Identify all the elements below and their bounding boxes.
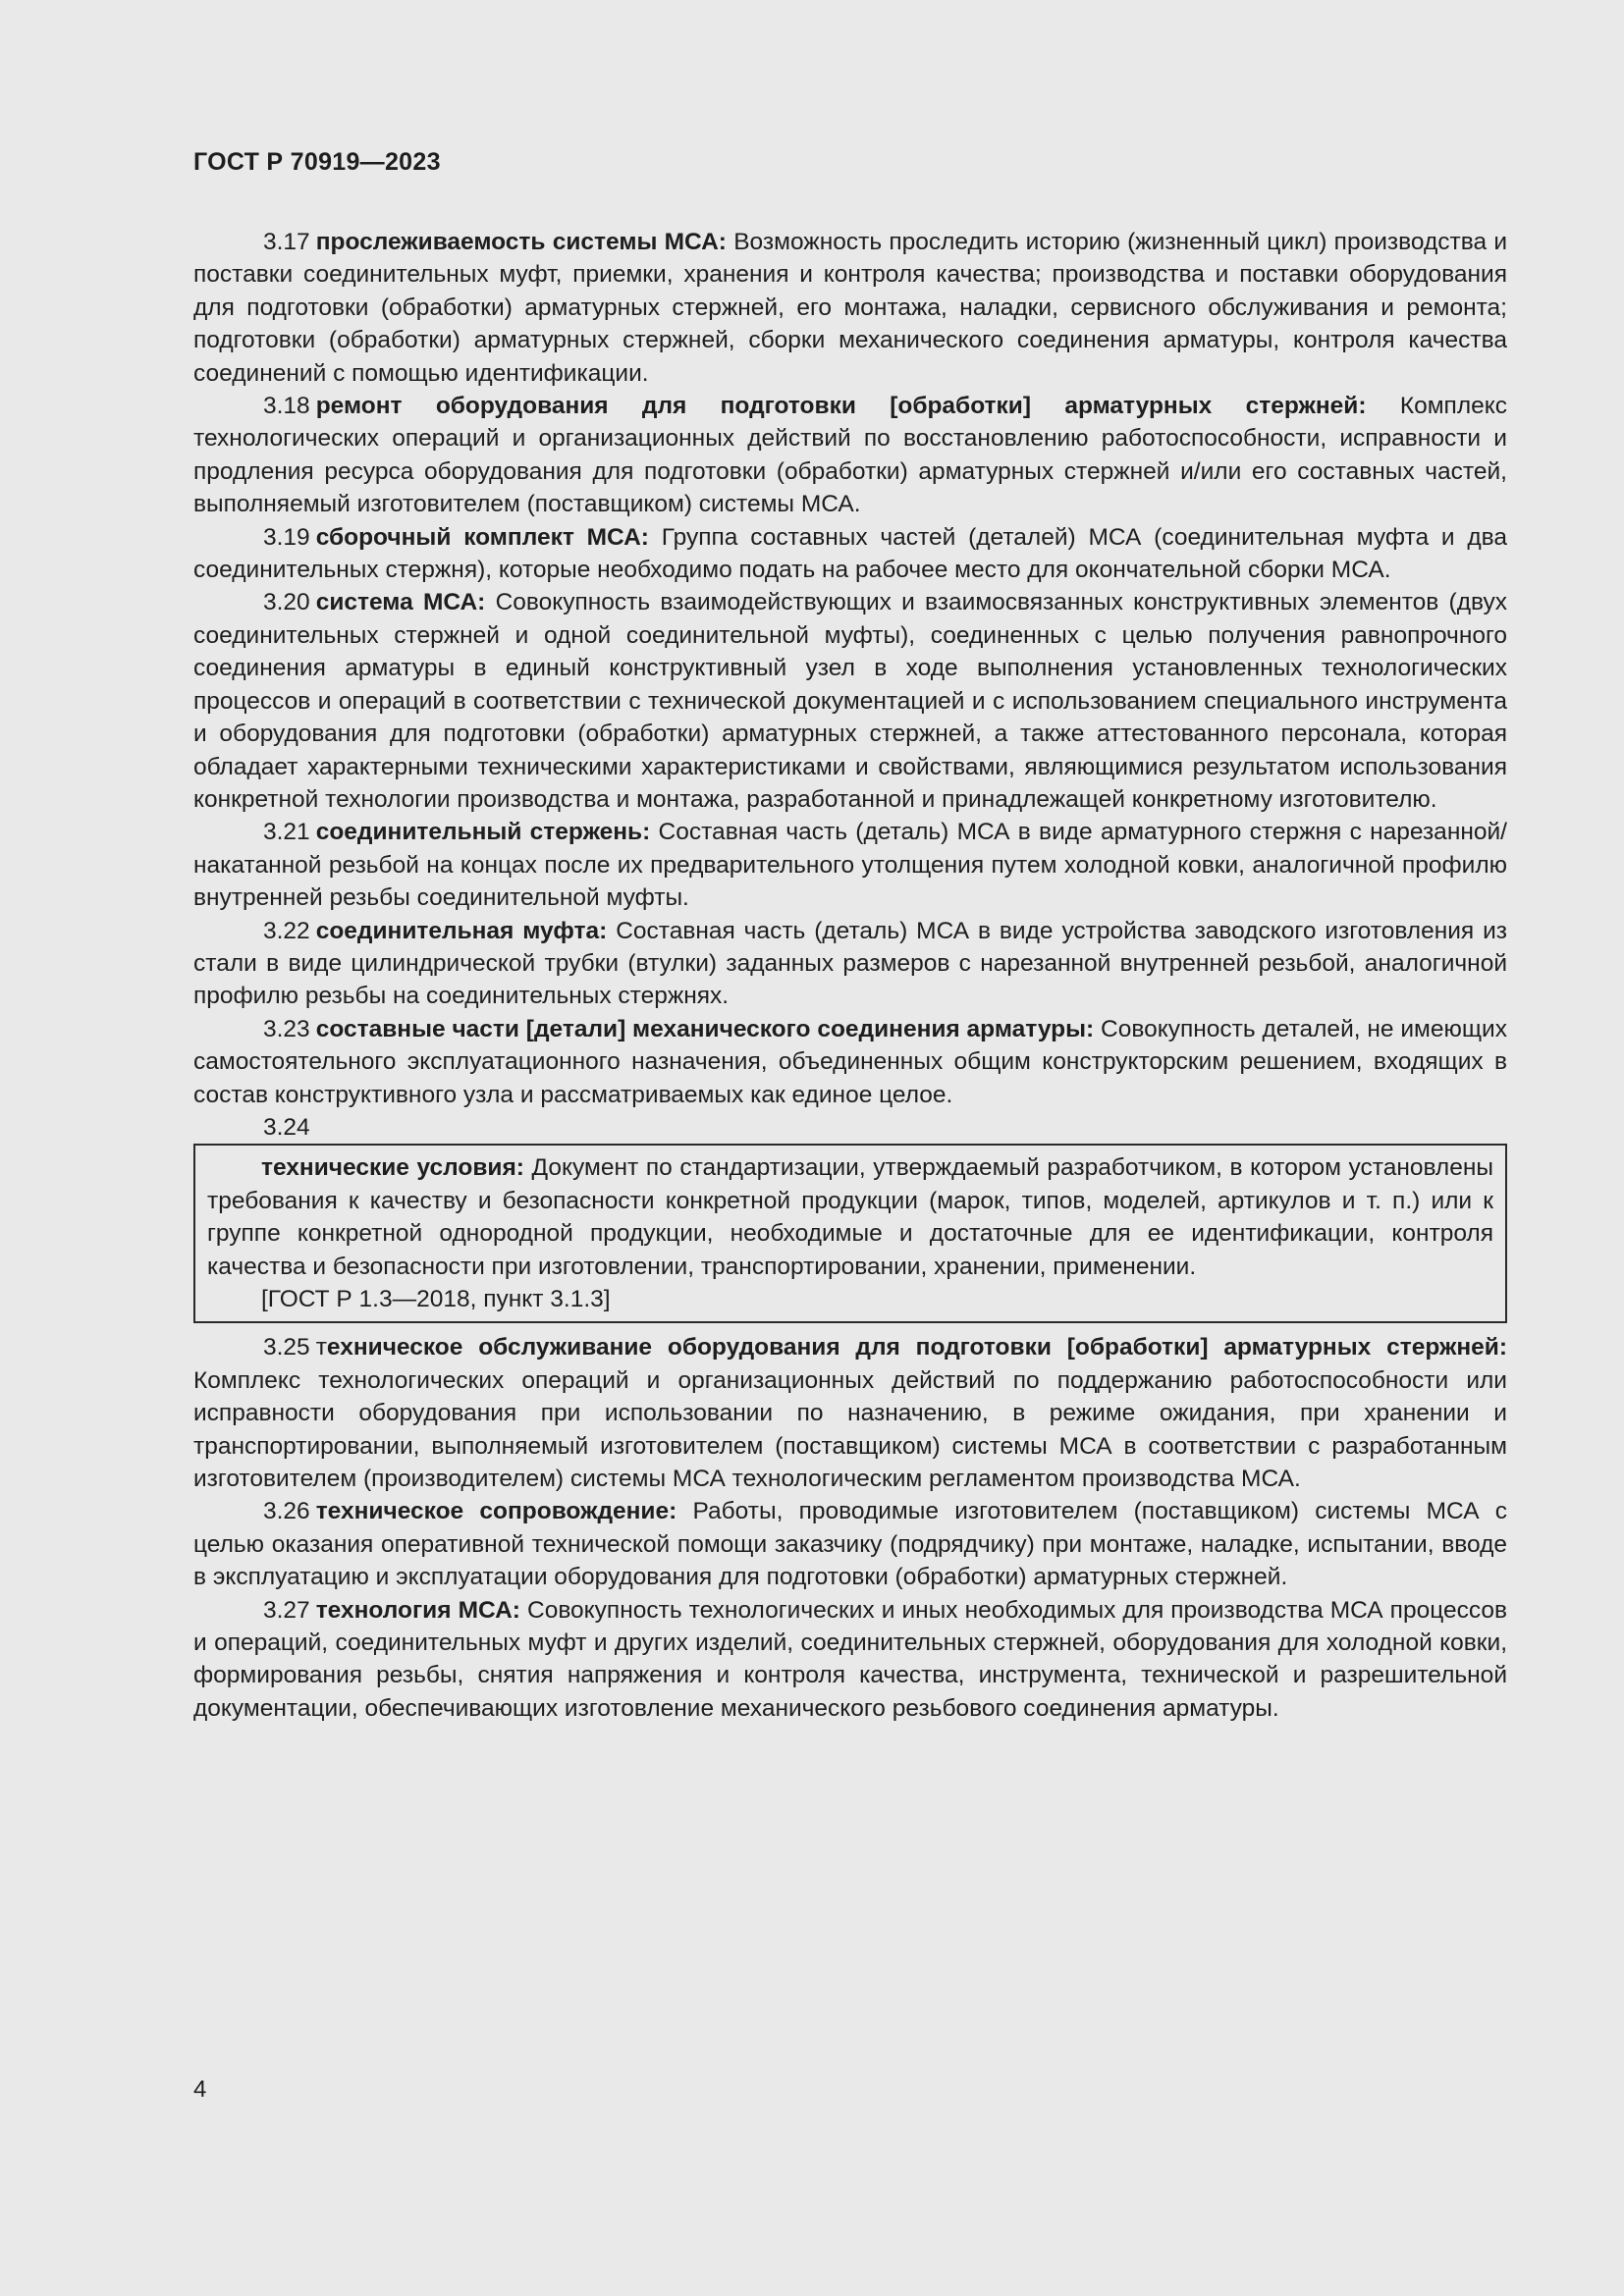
- entry-term: техническое сопровождение:: [315, 1498, 677, 1525]
- entry-number: 3.19: [263, 523, 310, 551]
- entry-term: технические условия:: [261, 1154, 524, 1182]
- entry-number: 3.18: [263, 393, 310, 420]
- entry-definition: Совокупность деталей, не имеющих самостоятельного эксплуатационного назначения, объединенных общим конструкторским решением, входящих в состав конструктивного узла и рассматриваемых как единое целое.: [193, 1015, 1507, 1108]
- term-entry-3-25: [193, 1331, 1507, 1495]
- entry-term: составные части [детали] механического соединения арматуры:: [315, 1015, 1095, 1042]
- quoted-definition-box: [193, 1144, 1507, 1323]
- entry-number: 3.27: [263, 1596, 310, 1624]
- document-header: ГОСТ Р 70919—2023: [193, 148, 441, 176]
- entry-definition: Комплекс технологических операций и организационных действий по восстановлению работоспособности, исправности и продления ресурса оборудования для подготовки (обработки) арматурных стержней и/или его составных частей, выполняемый изготовителем (поставщиком) системы МСА.: [193, 393, 1507, 518]
- entry-number: 3.20: [263, 589, 310, 616]
- term-entry-3-26: [193, 1495, 1507, 1593]
- term-entry-3-24-number: [193, 1111, 1507, 1144]
- term-entry-3-17: [193, 226, 1507, 390]
- entry-definition: Совокупность взаимодействующих и взаимосвязанных конструктивных элементов (двух соединительных стержней и одной соединительной муфты), соединенных с целью получения равнопрочного соединения арматуры в единый конструктивный узел в ходе выполнения установленных технологических процессов и операций в соответствии с технической документацией и с использованием специального инструмента и оборудования для подготовки (обработки) арматурных стержней, а также аттестованного персонала, которая обладает характерными техническими характеристиками и свойствами, являющимися результатом использования конкретной технологии производства и монтажа, разработанной и принадлежащей конкретному изготовителю.: [193, 589, 1507, 813]
- document-body: [193, 226, 1507, 1725]
- entry-definition: Совокупность технологических и иных необходимых для производства МСА процессов и операций, соединительных муфт и других изделий, соединительных стержней, оборудования для холодной ковки, формирования резьбы, снятия напряжения и контроля качества, инструмента, технической и разрешительной документации, обеспечивающих изготовление механического резьбового соединения арматуры.: [193, 1596, 1508, 1722]
- entry-number: 3.24: [263, 1113, 310, 1141]
- entry-number: 3.26: [263, 1498, 310, 1525]
- page-number: 4: [193, 2076, 207, 2103]
- entry-term: технология МСА:: [315, 1596, 520, 1624]
- entry-definition: Комплекс технологических операций и организационных действий по поддержанию работоспособности или исправности оборудования при использовании по назначению, в режиме ожидания, при хранении и транспортировании, выполняемый изготовителем (поставщиком) системы МСА в соответствии с разработанным изготовителем (производителем) системы МСА технологическим регламентом производства МСА.: [193, 1366, 1507, 1493]
- entry-term: ехническое обслуживание оборудования для подготовки [обработки] арматурных стержней:: [326, 1334, 1507, 1362]
- entry-definition: Группа составных частей (деталей) МСА (соединительная муфта и два соединительных стержня), которые необходимо подать на рабочее место для окончательной сборки МСА.: [193, 523, 1508, 584]
- entry-definition: Документ по стандартизации, утверждаемый разработчиком, в котором установлены требования к качеству и безопасности конкретной продукции (марок, типов, моделей, артикулов и т. п.) или к группе конкретной однородной продукции, необходимые и достаточные для ее идентификации, контроля качества и безопасности при изготовлении, транспортировании, хранении, применении.: [207, 1154, 1493, 1280]
- entry-term: соединительная муфта:: [315, 917, 608, 944]
- term-entry-3-18: [193, 390, 1507, 521]
- entry-term: система МСА:: [315, 589, 486, 616]
- entry-term: сборочный комплект МСА:: [315, 523, 649, 551]
- entry-definition: Работы, проводимые изготовителем (поставщиком) системы МСА с целью оказания оперативной технической помощи заказчику (подрядчику) при монтаже, наладке, испытании, вводе в эксплуатацию и эксплуатации оборудования для подготовки (обработки) арматурных стержней.: [193, 1498, 1507, 1591]
- entry-number: 3.25: [263, 1334, 310, 1362]
- entry-definition: Составная часть (деталь) МСА в виде устройства заводского изготовления из стали в виде цилиндрической трубки (втулки) заданных размеров с нарезанной внутренней резьбой, аналогичной профилю резьбы на соединительных стержнях.: [193, 917, 1508, 1010]
- entry-term: ремонт оборудования для подготовки [обработки] арматурных стержней:: [315, 393, 1367, 420]
- entry-number: 3.23: [263, 1015, 310, 1042]
- quoted-definition: [207, 1151, 1493, 1283]
- entry-term-prefix: т: [315, 1334, 327, 1362]
- term-entry-3-21: [193, 816, 1507, 914]
- entry-definition: Составная часть (деталь) МСА в виде арматурного стержня с нарезанной/накатанной резьбой на концах после их предварительного утолщения путем холодной ковки, аналогичной профилю внутренней резьбы соединительной муфты.: [193, 819, 1507, 912]
- term-entry-3-23: [193, 1013, 1507, 1111]
- entry-number: 3.21: [263, 819, 310, 846]
- entry-term: прослеживаемость системы МСА:: [315, 229, 727, 255]
- entry-number: 3.22: [263, 917, 310, 944]
- source-reference: [ГОСТ Р 1.3—2018, пункт 3.1.3]: [261, 1286, 611, 1312]
- entry-number: 3.17: [263, 229, 310, 255]
- term-entry-3-19: [193, 521, 1507, 587]
- entry-definition: Возможность проследить историю (жизненный цикл) производства и поставки соединительных муфт, приемки, хранения и контроля качества; производства и поставки оборудования для подготовки (обработки) арматурных стержней, его монтажа, наладки, сервисного обслуживания и ремонта; подготовки (обработки) арматурных стержней, сборки механического соединения арматуры, контроля качества соединений с помощью идентификации.: [193, 229, 1507, 387]
- entry-term: соединительный стержень:: [315, 819, 651, 846]
- term-entry-3-22: [193, 915, 1507, 1013]
- term-entry-3-20: [193, 586, 1507, 816]
- term-entry-3-27: [193, 1594, 1507, 1726]
